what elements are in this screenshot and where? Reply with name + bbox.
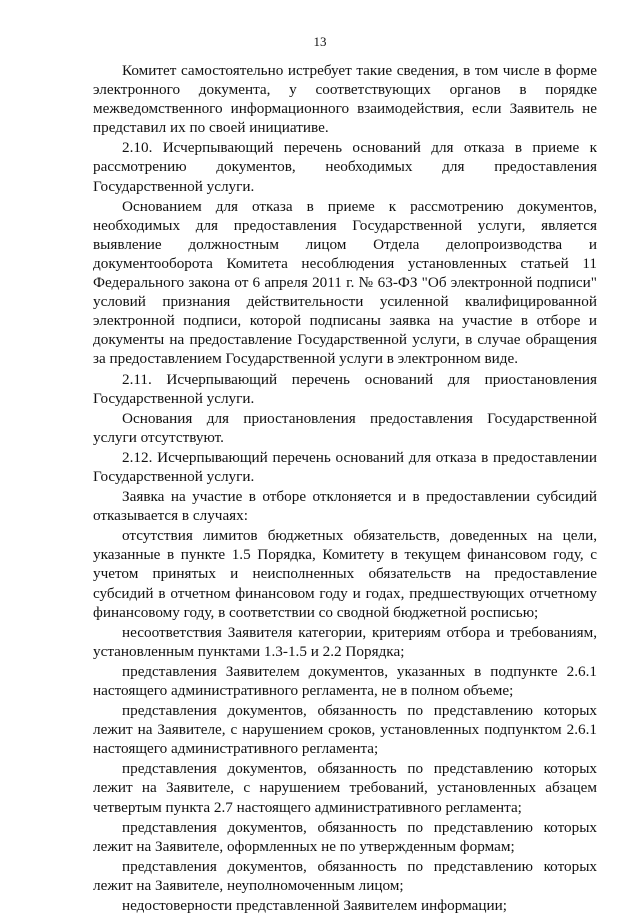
list-item-false-info: недостоверности представленной Заявителем информации; xyxy=(122,897,507,915)
page-number: 13 xyxy=(313,34,327,49)
section-heading-2-12: 2.12. Исчерпывающий перечень оснований для отказа в предоставлении Государственной услуги. xyxy=(93,448,597,485)
list-item-incomplete-docs: представления Заявителем документов, указанных в подпункте 2.6.1 настоящего административного регламента, не в полном объеме; xyxy=(93,662,597,699)
list-item-unauthorized-person: представления документов, обязанность по представлению которых лежит на Заявителе, неуполномоченным лицом; xyxy=(93,857,597,894)
list-item-category-mismatch: несоответствия Заявителя категории, критериям отбора и требованиям, установленным пунктами 1.3-1.5 и 2.2 Порядка; xyxy=(93,623,597,660)
list-item-requirements-violation: представления документов, обязанность по представлению которых лежит на Заявителе, с нарушением требований, установленных абзацем четвертым пункта 2.7 настоящего административного регламента; xyxy=(93,760,597,816)
document-body xyxy=(93,61,597,915)
section-heading-2-10: 2.10. Исчерпывающий перечень оснований для отказа в приеме к рассмотрению документов, необходимых для предоставления Государственной услуги. xyxy=(93,139,597,195)
paragraph-suspension: Основания для приостановления предоставления Государственной услуги отсутствуют. xyxy=(93,409,597,446)
paragraph-rejection-cases: Заявка на участие в отборе отклоняется и в предоставлении субсидий отказывается в случаях: xyxy=(93,488,597,525)
paragraph-intro: Комитет самостоятельно истребует такие сведения, в том числе в форме электронного документа, у соответствующих органов в порядке межведомственного информационного взаимодействия, если Заявитель не представил их по своей инициативе. xyxy=(93,62,597,137)
paragraph-refusal-grounds: Основанием для отказа в приеме к рассмотрению документов, необходимых для предоставления Государственной услуги, является выявление должностным лицом Отдела делопроизводства и документооборота Комитета несоблюдения установленных статьей 11 Федерального закона от 6 апреля 2011 г. № 63-ФЗ "Об электронной подписи" условий признания действительности усиленной квалифицированной электронной подписи, которой подписаны заявка на участие в отборе и документы на предоставление Государственной услуги, в случае обращения за предоставлением Государственной услуги в электронном виде. xyxy=(93,197,597,368)
section-heading-2-11: 2.11. Исчерпывающий перечень оснований для приостановления Государственной услуги. xyxy=(93,370,597,407)
list-item-late-docs: представления документов, обязанность по представлению которых лежит на Заявителе, с нарушением сроков, установленных подпунктом 2.6.1 настоящего административного регламента; xyxy=(93,702,597,758)
list-item-limits: отсутствия лимитов бюджетных обязательств, доведенных на цели, указанные в пункте 1.5 Порядка, Комитету в текущем финансовом году, с учетом принятых и неисполненных обязательств на предоставление субсидий в отчетном финансовом году и годах, предшествующих отчетному финансовому году, в соответствии со сводной бюджетной росписью; xyxy=(93,527,597,621)
list-item-wrong-forms: представления документов, обязанность по представлению которых лежит на Заявителе, оформленных не по утвержденным формам; xyxy=(93,818,597,855)
